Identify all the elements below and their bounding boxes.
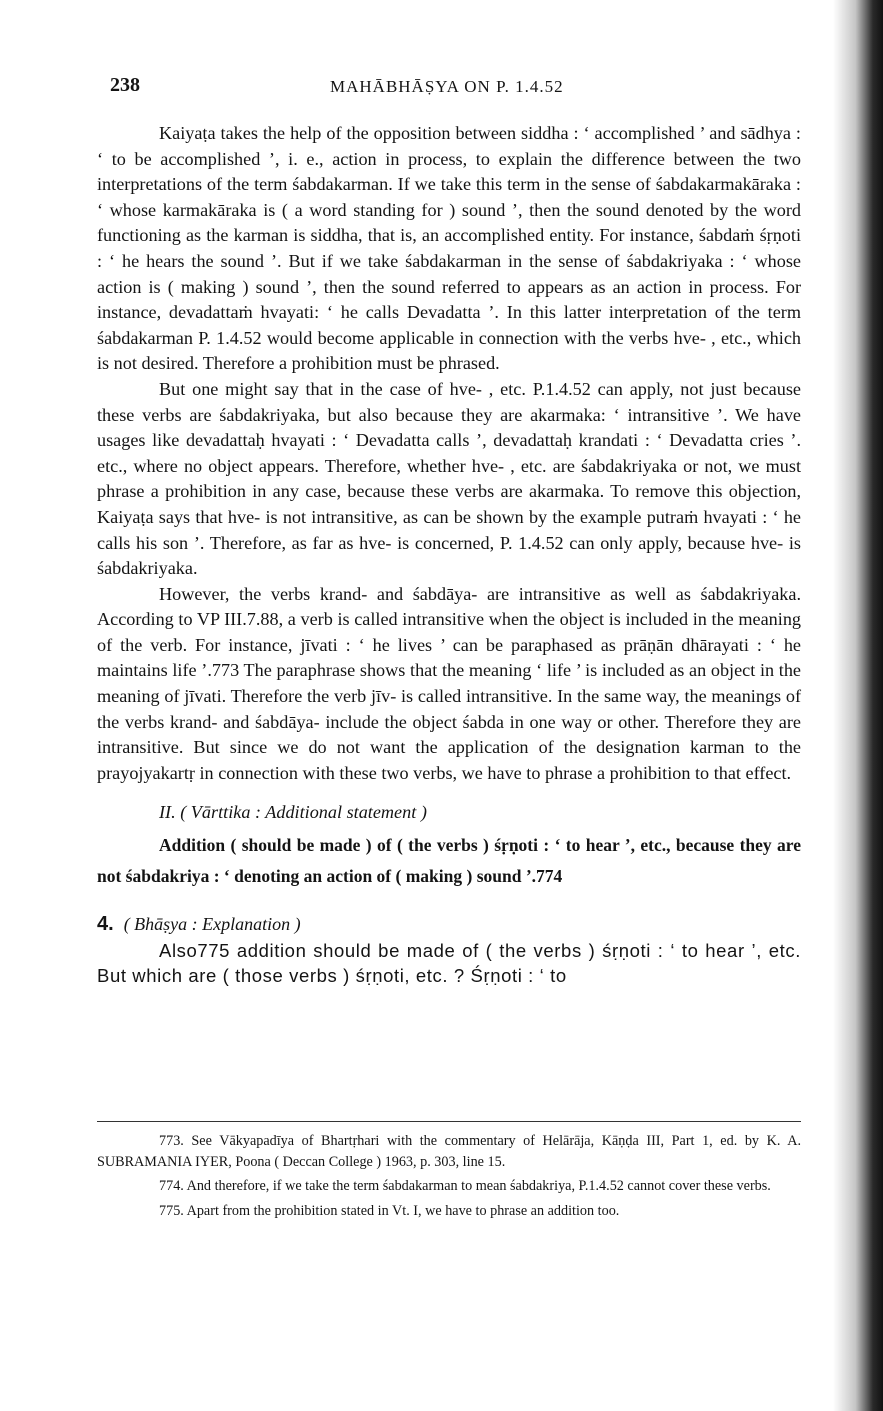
footnote-774: 774. And therefore, if we take the term śabdakarman to mean śabdakriya, P.1.4.52 cannot cover these verbs. [159,1178,771,1194]
bhasya-heading [97,912,801,938]
bhasya-heading-text: ( Bhāṣya : Explanation ) [123,914,301,935]
paragraph-3: However, the verbs krand- and śabdāya- are intransitive as well as śabdakriyaka. According to VP III.7.88, a verb is called intransitive when the object is included in the meaning of the verb. For instance, jīvati : ‘ he lives ’ can be paraphased as prāṇān dhārayati : ‘ he maintains life ’.773 The paraphrase shows that the meaning ‘ life ’ is included as an object in the meaning of jīvati. Therefore the verb jīv- is called intransitive. In the same way, the meanings of the verbs krand- and śabdāya- include the object śabda in one way or other. Therefore they are intransitive. But since we do not want the application of the designation karman to the prayojyakartṛ in connection with these two verbs, we have to phrase a prohibition to that effect. [97,583,801,783]
paragraph-2: But one might say that in the case of hve- , etc. P.1.4.52 can apply, not just because these verbs are śabdakriyaka, but also because they are akarmaka: ‘ intransitive ’. We have usages like devadattaḥ hvayati : ‘ Devadatta calls ’, devadattaḥ krandati : ‘ Devadatta cries ’. etc., where no object appears. Therefore, whether hve- , etc. are śabdakriyaka or not, we must phrase a prohibition in any case, because these verbs are akarmaka. To remove this objection, Kaiyaṭa says that hve- is not intransitive, as can be shown by the example putraṁ hvayati : ‘ he calls his son ’. Therefore, as far as hve- is concerned, P. 1.4.52 can only apply, because hve- is śabdakriyaka. [97,378,801,579]
varttika-heading-text: II. ( Vārttika : Additional statement ) [159,802,427,823]
varttika-text: Addition ( should be made ) of ( the verbs ) śṛṇoti : ‘ to hear ’, etc., because they are not śabdakriya : ‘ denoting an action of ( making ) sound ’.774 [97,835,801,887]
footnote-rule [97,1121,801,1122]
main-text [97,121,801,988]
running-head: MAHĀBHĀṢYA ON P. 1.4.52 [330,77,564,96]
footnote-773: 773. See Vākyapadīya of Bhartṛhari with the commentary of Helārāja, Kāṇḍa III, Part 1, ed. by K. A. SUBRAMANIA IYER, Poona ( Deccan College ) 1963, p. 303, line 15. [97,1133,801,1170]
paragraph-1: Kaiyaṭa takes the help of the opposition between siddha : ‘ accomplished ’ and sādhya : ‘ to be accomplished ’, i. e., action in process, to explain the difference between the two interpretations of the term śabdakarman. If we take this term in the sense of śabdakarmakāraka : ‘ whose karmakāraka is ( a word standing for ) sound ’, then the sound denoted by the word functioning as the karman is siddha, that is, an accomplished entity. For instance, śabdaṁ śṛṇoti : ‘ he hears the sound ’. But if we take śabdakarman in the sense of śabdakriyaka : ‘ whose action is ( making ) sound ’, then the sound referred to appears as an action in process. For instance, devadattaṁ hvayati: ‘ he calls Devadatta ’. In this latter interpretation of the term śabdakarman P. 1.4.52 would become applicable in connection with the verbs hve- , etc., which is not desired. Therefore a prohibition must be phrased. [97,123,801,374]
varttika-heading [97,800,801,826]
footnote-775: 775. Apart from the prohibition stated in Vt. I, we have to phrase an addition too. [159,1202,620,1219]
scan-edge-shadow [833,0,883,1411]
bhasya-text: Also775 addition should be made of ( the verbs ) śṛṇoti : ‘ to hear ’, etc. But which are ( those verbs ) śṛṇoti, etc. ? Śṛṇoti : ‘ to [97,939,801,986]
page-number: 238 [110,74,140,96]
footnotes [97,1131,801,1225]
bhasya-number: 4. [97,913,114,936]
